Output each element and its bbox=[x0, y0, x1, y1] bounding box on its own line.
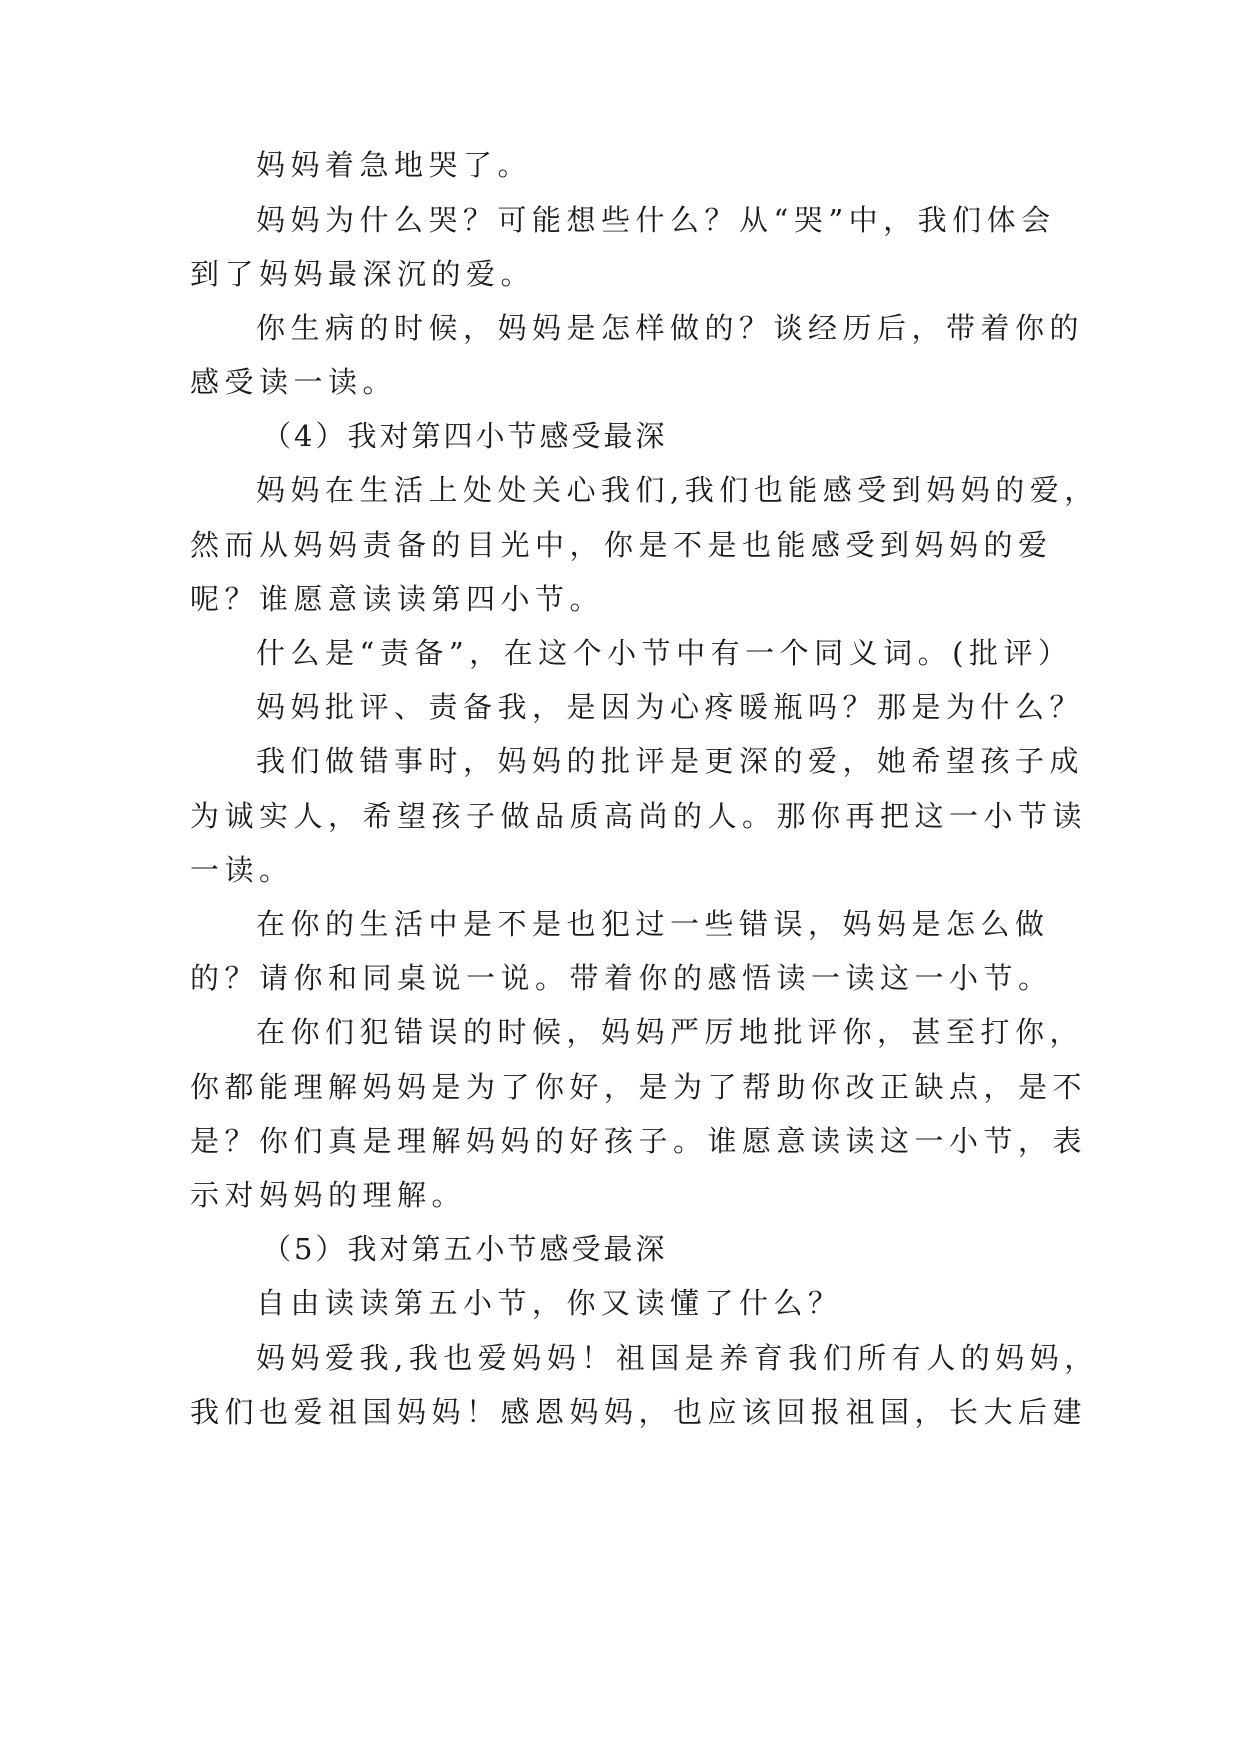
paragraph-line: 示对妈妈的理解。 bbox=[190, 1178, 467, 1212]
paragraph-line: 你都能理解妈妈是为了你好，是为了帮助你改正缺点，是不 bbox=[190, 1070, 1088, 1104]
paragraph-line: 一读。 bbox=[190, 853, 294, 887]
paragraph-line: 呢？谁愿意读读第四小节。 bbox=[190, 582, 605, 616]
paragraph-line: 感受读一读。 bbox=[190, 365, 398, 399]
section-heading: （4）我对第四小节感受最深 bbox=[262, 419, 668, 453]
paragraph-line: 你生病的时候，妈妈是怎样做的？谈经历后，带着你的 bbox=[256, 311, 1085, 345]
paragraph-line: 的？请你和同桌说一说。带着你的感悟读一读这一小节。 bbox=[190, 961, 1053, 995]
paragraph-line: 然而从妈妈责备的目光中，你是不是也能感受到妈妈的爱 bbox=[190, 528, 1053, 562]
paragraph-line: 在你们犯错误的时候，妈妈严厉地批评你，甚至打你， bbox=[256, 1015, 1085, 1049]
paragraph-line: 什么是“责备”，在这个小节中有一个同义词。(批评） bbox=[256, 636, 1073, 670]
paragraph-line: 妈妈在生活上处处关心我们,我们也能感受到妈妈的爱， bbox=[256, 473, 1099, 507]
paragraph-line: 是？你们真是理解妈妈的好孩子。谁愿意读读这一小节，表 bbox=[190, 1124, 1088, 1158]
paragraph-line: 妈妈为什么哭？可能想些什么？从“哭”中，我们体会 bbox=[256, 203, 1056, 237]
paragraph-line: 为诚实人，希望孩子做品质高尚的人。那你再把这一小节读 bbox=[190, 799, 1088, 833]
section-heading: （5）我对第五小节感受最深 bbox=[262, 1232, 668, 1266]
paragraph-line: 到了妈妈最深沉的爱。 bbox=[190, 257, 536, 291]
paragraph-line: 我们也爱祖国妈妈！感恩妈妈，也应该回报祖国，长大后建 bbox=[190, 1395, 1088, 1429]
paragraph-line: 在你的生活中是不是也犯过一些错误，妈妈是怎么做 bbox=[256, 907, 1050, 941]
paragraph-line: 妈妈爱我,我也爱妈妈！祖国是养育我们所有人的妈妈， bbox=[256, 1341, 1099, 1375]
paragraph-line: 妈妈着急地哭了。 bbox=[256, 148, 533, 182]
paragraph-line: 自由读读第五小节，你又读懂了什么？ bbox=[256, 1286, 843, 1320]
paragraph-line: 妈妈批评、责备我，是因为心疼暖瓶吗？那是为什么？ bbox=[256, 690, 1085, 724]
paragraph-line: 我们做错事时，妈妈的批评是更深的爱，她希望孩子成 bbox=[256, 744, 1085, 778]
